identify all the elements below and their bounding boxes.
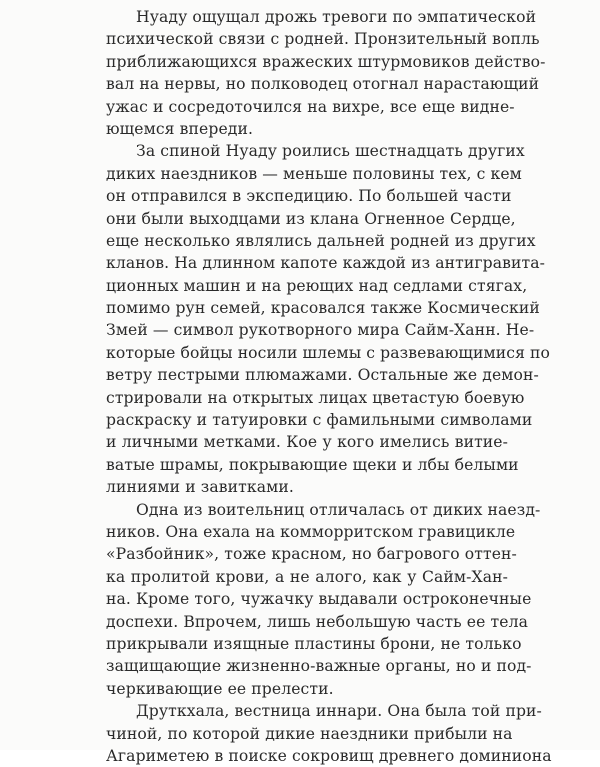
text-line: чиной, по которой дикие наездники прибыли на — [106, 724, 513, 743]
text-line: диких наездников — меньше половины тех, с кем — [106, 164, 522, 183]
text-line: он отправился в экспедицию. По большей части — [106, 187, 512, 206]
text-line: прикрывали изящные пластины брони, не только — [106, 634, 522, 653]
text-line: черкивающие ее прелести. — [106, 679, 334, 698]
text-line: они были выходцами из клана Огненное Сердце, — [106, 209, 516, 228]
text-line: ужас и сосредоточился на вихре, все еще видне- — [106, 97, 515, 116]
text-line: «Разбойник», тоже красном, но багрового оттен- — [106, 545, 517, 564]
text-line: раскраску и татуировки с фамильными символами — [106, 411, 533, 430]
text-column — [76, 6, 552, 767]
text-line: ка пролитой крови, а не алого, как у Сайм-Хан- — [106, 567, 508, 586]
paragraph-4 — [76, 700, 552, 767]
paragraph-1 — [76, 6, 546, 140]
text-line: За спиной Нуаду роились шестнадцать других — [136, 142, 525, 161]
text-line: Нуаду ощущал дрожь тревоги по эмпатической — [136, 8, 537, 26]
text-line: линиями и завитками. — [106, 478, 294, 497]
text-line: помимо рун семей, красовался также Космический — [106, 299, 540, 318]
text-line: ционных машин и на реющих над седлами стягах, — [106, 276, 528, 295]
text-line: которые бойцы носили шлемы с развевающимися по — [106, 343, 551, 362]
text-line: Друткхала, вестница иннари. Она была той при- — [136, 702, 542, 721]
text-line: вал на нервы, но полководец отогнал нарастающий — [106, 75, 540, 94]
text-line: на. Кроме того, чужачку выдавали остроконечные — [106, 590, 532, 609]
text-line: Одна из воительниц отличалась от диких наезд- — [136, 500, 541, 519]
paragraph-2 — [76, 140, 551, 498]
text-line: еще несколько являлись дальней родней из других — [106, 231, 536, 250]
text-line: психической связи с родней. Пронзительный вопль — [106, 30, 540, 49]
text-line: стрировали на открытых лицах цветастую боевую — [106, 388, 525, 407]
text-line: Агариметею в поиске сокровищ древнего доминиона — [106, 746, 552, 765]
text-line: ников. Она ехала на комморритском гравицикле — [106, 522, 516, 541]
text-line: и личными метками. Кое у кого имелись витие- — [106, 433, 508, 452]
text-line: защищающие жизненно-важные органы, но и под- — [106, 657, 532, 676]
text-line: доспехи. Впрочем, лишь небольшую часть ее тела — [106, 612, 528, 631]
text-line: ватые шрамы, покрывающие щеки и лбы белыми — [106, 455, 519, 474]
text-line: ющемся впереди. — [106, 119, 254, 138]
text-line: Змей — символ рукотворного мира Сайм-Ханн. Не- — [106, 321, 535, 340]
text-line: кланов. На длинном капоте каждой из антигравита- — [106, 254, 545, 273]
text-line: ветру пестрыми плюмажами. Остальные же демон- — [106, 366, 539, 385]
paragraph-3 — [76, 499, 541, 701]
text-line: приближающихся вражеских штурмовиков действо- — [106, 52, 546, 71]
